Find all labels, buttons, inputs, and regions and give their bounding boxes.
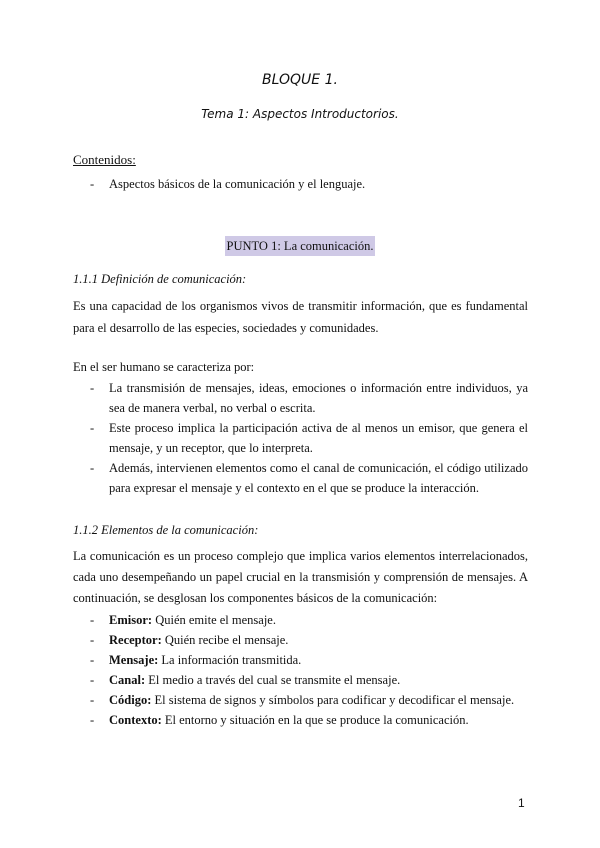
element-term: Código: [109, 693, 152, 707]
bullet-dash: - [90, 693, 95, 707]
list-item [73, 630, 528, 650]
topic-title: Tema 1: Aspectos Introductorios. [201, 107, 399, 121]
section-title-elements: 1.1.2 Elementos de la comunicación: [73, 523, 259, 537]
characteristics-intro: En el ser humano se caracteriza por: [73, 360, 255, 374]
contents-list [73, 174, 528, 194]
elements-list [73, 610, 528, 730]
definition-paragraph: Es una capacidad de los organismos vivos de transmitir información, que es fundamental para el desarrollo de las especies, sociedades y comunidades. [73, 299, 528, 335]
element-term: Receptor: [109, 633, 162, 647]
block-title: BLOQUE 1. [262, 72, 338, 88]
list-item: - Además, intervienen elementos como el canal de comunicación, el código utilizado para expresar el mensaje y el contexto en el que se produce la interacción. [73, 458, 528, 498]
element-desc: El sistema de signos y símbolos para codificar y decodificar el mensaje. [151, 693, 515, 707]
element-desc: El entorno y situación en la que se produce la comunicación. [161, 713, 469, 727]
list-item: - Este proceso implica la participación activa de al menos un emisor, que genera el mensaje, y un receptor, que lo interpreta. [73, 418, 528, 458]
bullet-dash: - [90, 381, 95, 395]
element-term: Canal: [109, 673, 146, 687]
list-item: - Aspectos básicos de la comunicación y el lenguaje. [73, 174, 528, 194]
element-term: Emisor: [109, 613, 153, 627]
bullet-dash: - [90, 633, 95, 647]
element-desc: Quién emite el mensaje. [152, 613, 276, 627]
element-desc: El medio a través del cual se transmite el mensaje. [145, 673, 401, 687]
list-item: - La transmisión de mensajes, ideas, emociones o información entre individuos, ya sea de manera verbal, no verbal o escrita. [73, 378, 528, 418]
element-term: Contexto: [109, 713, 162, 727]
list-item [73, 650, 528, 670]
contents-heading: Contenidos: [73, 152, 136, 167]
characteristics-list [73, 378, 528, 498]
page-number: 1 [518, 796, 525, 810]
bullet-dash: - [90, 613, 95, 627]
bullet-dash: - [90, 461, 95, 475]
point-heading: PUNTO 1: La comunicación. [225, 236, 376, 256]
point-heading-wrap [0, 236, 600, 256]
bullet-dash: - [90, 713, 95, 727]
list-item [73, 710, 528, 730]
list-item [73, 610, 528, 630]
bullet-dash: - [90, 177, 95, 191]
element-term: Mensaje: [109, 653, 159, 667]
element-desc: La información transmitida. [158, 653, 302, 667]
bullet-dash: - [90, 653, 95, 667]
bullet-dash: - [90, 673, 95, 687]
elements-paragraph: La comunicación es un proceso complejo que implica varios elementos interrelacionados, cada uno desempeñando un papel crucial en la transmisión y comprensión de mensajes. A continuación, se desglosan los componentes básicos de la comunicación: [73, 549, 528, 605]
section-title-definition: 1.1.1 Definición de comunicación: [73, 272, 247, 286]
element-desc: Quién recibe el mensaje. [161, 633, 289, 647]
list-item [73, 670, 528, 690]
list-item [73, 690, 528, 710]
bullet-dash: - [90, 421, 95, 435]
